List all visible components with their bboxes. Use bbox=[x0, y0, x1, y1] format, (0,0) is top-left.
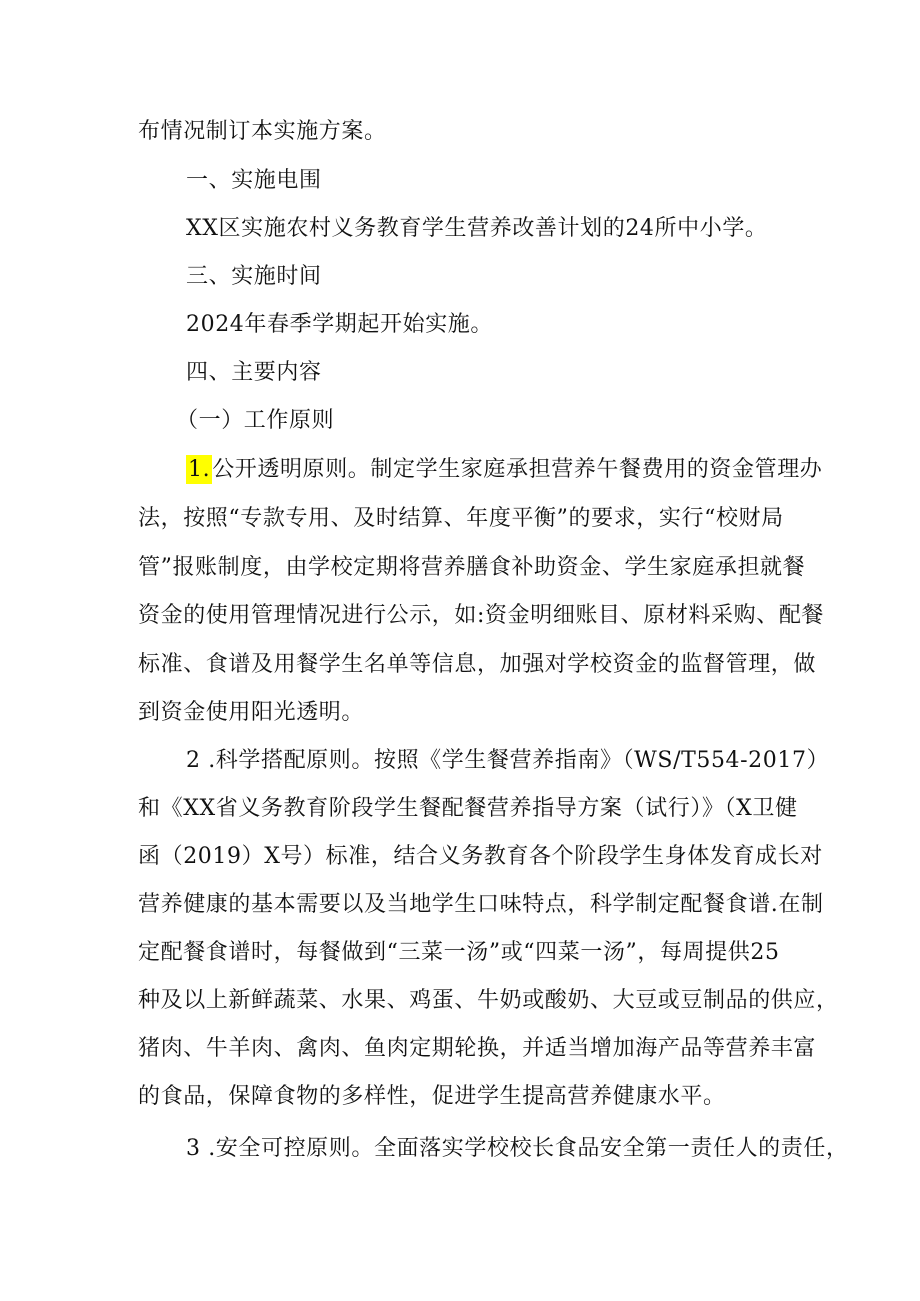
text-line: 到资金使用阳光透明。 bbox=[138, 700, 365, 725]
text-line: 2024年春季学期起开始实施。 bbox=[186, 312, 493, 337]
text-line: 种及以上新鲜蔬菜、水果、鸡蛋、牛奶或酸奶、大豆或豆制品的供应， bbox=[138, 988, 839, 1013]
text-line: 公开透明原则。制定学生家庭承担营养午餐费用的资金管理办 bbox=[212, 457, 823, 482]
text-line: 资金的使用管理情况进行公示，如:资金明细账目、原材料采购、配餐 bbox=[138, 603, 825, 628]
text-line: 布情况制订本实施方案。 bbox=[138, 119, 387, 144]
text-line: 和《XX省义务教育阶段学生餐配餐营养指导方案（试行）》（X卫健 bbox=[138, 796, 798, 821]
text-line: 函（2019）X号）标准，结合义务教育各个阶段学生身体发育成长对 bbox=[138, 844, 823, 869]
paragraph-2-first-line: 2 .科学搭配原则。按照《学生餐营养指南》（WS/T554-2017） bbox=[186, 748, 830, 773]
paragraph-1-first-line bbox=[186, 455, 822, 485]
text-line: 的食品，保障食物的多样性，促进学生提高营养健康水平。 bbox=[138, 1084, 726, 1109]
text-line: 管”报账制度，由学校定期将营养膳食补助资金、学生家庭承担就餐 bbox=[138, 555, 806, 580]
text-line: XX区实施农村义务教育学生营养改善计划的24所中小学。 bbox=[186, 216, 768, 241]
section-heading: 三、实施时间 bbox=[186, 264, 322, 289]
text-line: 标准、食谱及用餐学生名单等信息，加强对学校资金的监督管理，做 bbox=[138, 652, 817, 677]
section-heading: 一、实施电围 bbox=[186, 168, 322, 193]
paragraph-3-first-line: 3 .安全可控原则。全面落实学校校长食品安全第一责任人的责任， bbox=[186, 1136, 849, 1161]
text-line: 定配餐食谱时，每餐做到“三菜一汤”或“四菜一汤”，每周提供25 bbox=[138, 940, 780, 965]
text-line: 法，按照“专款专用、及时结算、年度平衡”的要求，实行“校财局 bbox=[138, 506, 784, 531]
section-heading: 四、主要内容 bbox=[186, 360, 322, 385]
subsection-heading: （一）工作原则 bbox=[176, 408, 335, 433]
text-line: 猪肉、牛羊肉、禽肉、鱼肉定期轮换，并适当增加海产品等营养丰富 bbox=[138, 1036, 817, 1061]
text-line: 营养健康的基本需要以及当地学生口味特点，科学制定配餐食谱.在制 bbox=[138, 892, 824, 917]
highlighted-number: 1. bbox=[188, 457, 211, 482]
